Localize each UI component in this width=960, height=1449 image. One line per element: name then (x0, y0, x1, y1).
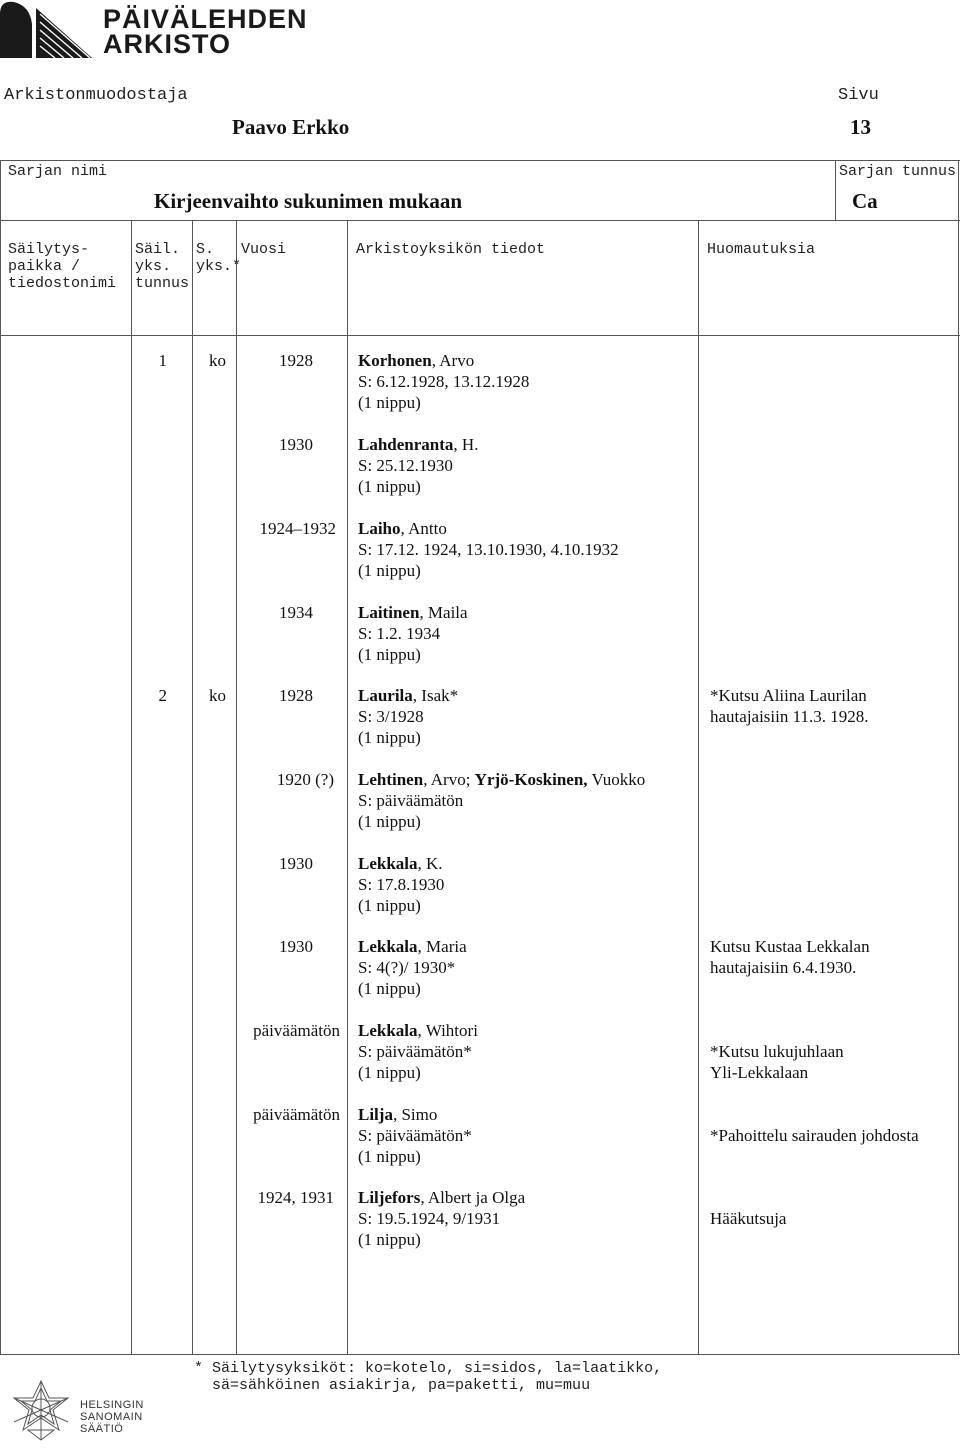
bundle-count: (1 nippu) (358, 728, 421, 747)
footnote-line-2: sä=sähköinen asiakirja, pa=paketti, mu=muu (194, 1377, 591, 1394)
correspondent-given: , K. (417, 854, 443, 873)
table-row (0, 936, 958, 1006)
year: 1928 (279, 351, 313, 370)
year: päiväämätön (253, 1105, 340, 1124)
unit-details (358, 936, 467, 999)
table-row (0, 350, 958, 420)
bundle-count: (1 nippu) (358, 1147, 421, 1166)
year: päiväämätön (253, 1021, 340, 1040)
page-label: Sivu (838, 86, 879, 105)
year: 1930 (279, 435, 313, 454)
letter-dates: S: 1.2. 1934 (358, 624, 441, 643)
note: *Kutsu lukujuhlaan Yli-Lekkalaan (710, 1042, 844, 1082)
letter-dates: S: 3/1928 (358, 707, 424, 726)
logo-line-2: ARKISTO (103, 29, 232, 59)
unit-details (358, 1187, 525, 1250)
year: 1920 (?) (276, 770, 334, 789)
correspondent-surname-2: Yrjö-Koskinen, (474, 770, 588, 789)
correspondent-given: , Simo (392, 1105, 438, 1124)
archive-creator-label: Arkistonmuodostaja (4, 86, 188, 105)
table-row (0, 602, 958, 672)
column-header-notes: Huomautuksia (707, 241, 816, 258)
correspondent-given-2: Vuokko (587, 770, 646, 789)
correspondent-given: , Antto (400, 519, 447, 538)
letter-dates: S: 4(?)/ 1930* (358, 958, 456, 977)
foundation-logo-line-2: SANOMAIN (80, 1411, 143, 1423)
correspondent-surname: Korhonen (358, 351, 432, 370)
year: 1924–1932 (259, 519, 336, 538)
correspondent-surname: Laitinen (358, 603, 420, 622)
bundle-count: (1 nippu) (358, 393, 421, 412)
unit-details (358, 1104, 472, 1167)
correspondent-surname: Liljefors (358, 1188, 421, 1207)
table-row (0, 685, 958, 755)
foundation-logo-line-3: SÄÄTIÖ (80, 1423, 124, 1435)
year: 1928 (279, 686, 313, 705)
column-header-details: Arkistoyksikön tiedot (356, 241, 546, 258)
letter-dates: S: 17.8.1930 (358, 875, 445, 894)
column-header-unit-type: S. yks.* (196, 241, 242, 275)
table-row (0, 1020, 958, 1090)
correspondent-surname: Lekkala (358, 854, 418, 873)
correspondent-given: , Maria (417, 937, 467, 956)
correspondent-given: , Albert ja Olga (420, 1188, 526, 1207)
correspondent-given: , Arvo (431, 351, 475, 370)
archive-creator: Paavo Erkko (232, 115, 350, 139)
foundation-logo (8, 1378, 168, 1444)
bundle-count: (1 nippu) (358, 979, 421, 998)
unit-details (358, 602, 468, 665)
foundation-emblem-icon (8, 1378, 74, 1444)
bundle-count: (1 nippu) (358, 1063, 421, 1082)
column-header-unit-id: Säil. yks. tunnus (135, 241, 190, 292)
correspondent-given: , H. (453, 435, 479, 454)
year: 1930 (279, 937, 313, 956)
page-number: 13 (850, 115, 871, 139)
letter-dates: S: päiväämätön* (358, 1126, 472, 1145)
table-row (0, 518, 958, 588)
table-row (0, 434, 958, 504)
unit-details (358, 518, 619, 581)
unit-id: 2 (158, 686, 167, 705)
table-row (0, 1187, 958, 1257)
note: *Kutsu Aliina Laurilan hautajaisiin 11.3. 1928. (710, 686, 869, 726)
correspondent-surname: Laiho (358, 519, 401, 538)
series-id: Ca (852, 189, 878, 213)
correspondent-surname: Lekkala (358, 937, 418, 956)
table-row (0, 853, 958, 923)
correspondent-surname: Laurila (358, 686, 413, 705)
unit-details (358, 1020, 478, 1083)
series-id-label: Sarjan tunnus (839, 163, 957, 180)
unit-details (358, 685, 458, 748)
bundle-count: (1 nippu) (358, 896, 421, 915)
unit-details (358, 434, 478, 497)
series-name: Kirjeenvaihto sukunimen mukaan (154, 189, 463, 213)
column-header-location: Säilytys- paikka / tiedostonimi (8, 241, 117, 292)
letter-dates: S: päiväämätön* (358, 1042, 472, 1061)
correspondent-given: , Wihtori (417, 1021, 478, 1040)
letter-dates: S: päiväämätön (358, 791, 464, 810)
year: 1930 (279, 854, 313, 873)
unit-id: 1 (158, 351, 167, 370)
correspondent-surname: Lahdenranta (358, 435, 454, 454)
unit-type: ko (209, 351, 226, 370)
bundle-count: (1 nippu) (358, 561, 421, 580)
foundation-logo-line-1: HELSINGIN (80, 1399, 144, 1411)
correspondent-surname: Lilja (358, 1105, 393, 1124)
correspondent-given: , Arvo; (423, 770, 475, 789)
correspondent-surname: Lekkala (358, 1021, 418, 1040)
unit-details (358, 769, 645, 832)
footnote-line-1: * Säilytysyksiköt: ko=kotelo, si=sidos, la=laatikko, (194, 1360, 663, 1377)
bundle-count: (1 nippu) (358, 477, 421, 496)
correspondent-given: , Isak* (412, 686, 459, 705)
letter-dates: S: 19.5.1924, 9/1931 (358, 1209, 501, 1228)
unit-type: ko (209, 686, 226, 705)
letter-dates: S: 17.12. 1924, 13.10.1930, 4.10.1932 (358, 540, 619, 559)
note: Hääkutsuja (710, 1209, 787, 1228)
bundle-count: (1 nippu) (358, 1230, 421, 1249)
letter-dates: S: 25.12.1930 (358, 456, 453, 475)
unit-details (358, 350, 529, 413)
unit-details (358, 853, 444, 916)
correspondent-given: , Maila (419, 603, 468, 622)
note: *Pahoittelu sairauden johdosta (710, 1126, 919, 1145)
bundle-count: (1 nippu) (358, 812, 421, 831)
bundle-count: (1 nippu) (358, 645, 421, 664)
note: Kutsu Kustaa Lekkalan hautajaisiin 6.4.1930. (710, 937, 870, 977)
correspondent-surname: Lehtinen (358, 770, 424, 789)
series-name-label: Sarjan nimi (8, 163, 108, 180)
year: 1924, 1931 (257, 1188, 334, 1207)
table-row (0, 1104, 958, 1174)
logo-line-1: PÄIVÄLEHDEN (103, 4, 308, 34)
archive-logo-icon (0, 0, 92, 60)
column-header-year: Vuosi (241, 241, 287, 258)
letter-dates: S: 6.12.1928, 13.12.1928 (358, 372, 530, 391)
archive-logo (0, 0, 308, 60)
year: 1934 (279, 603, 313, 622)
table-row (0, 769, 958, 839)
